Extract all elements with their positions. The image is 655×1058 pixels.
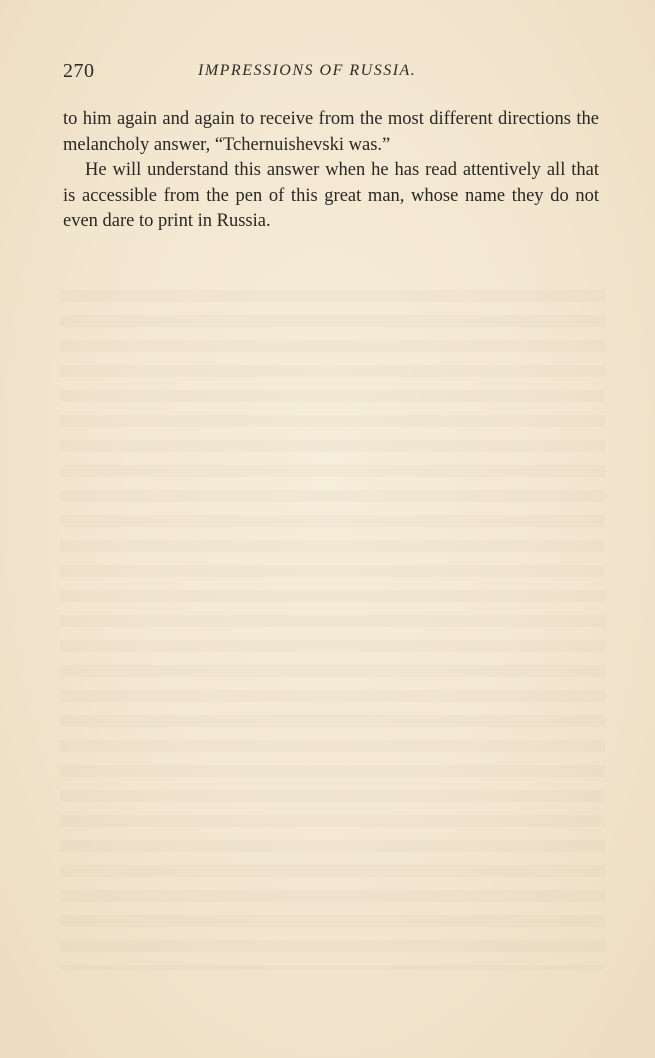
paragraph: He will understand this answer when he has read attentively all that is accessible from the pen of this great man, whose name they do not even dare to print in Russia. — [63, 160, 599, 231]
paragraph-continued: to him again and again to receive from the most different directions the melancholy answer, “Tchernuishevski was.” — [63, 109, 599, 155]
body-text — [63, 107, 599, 235]
show-through-texture — [60, 290, 605, 970]
running-head — [63, 60, 599, 88]
page-number: 270 — [63, 60, 95, 82]
running-title: IMPRESSIONS OF RUSSIA. — [198, 62, 417, 79]
